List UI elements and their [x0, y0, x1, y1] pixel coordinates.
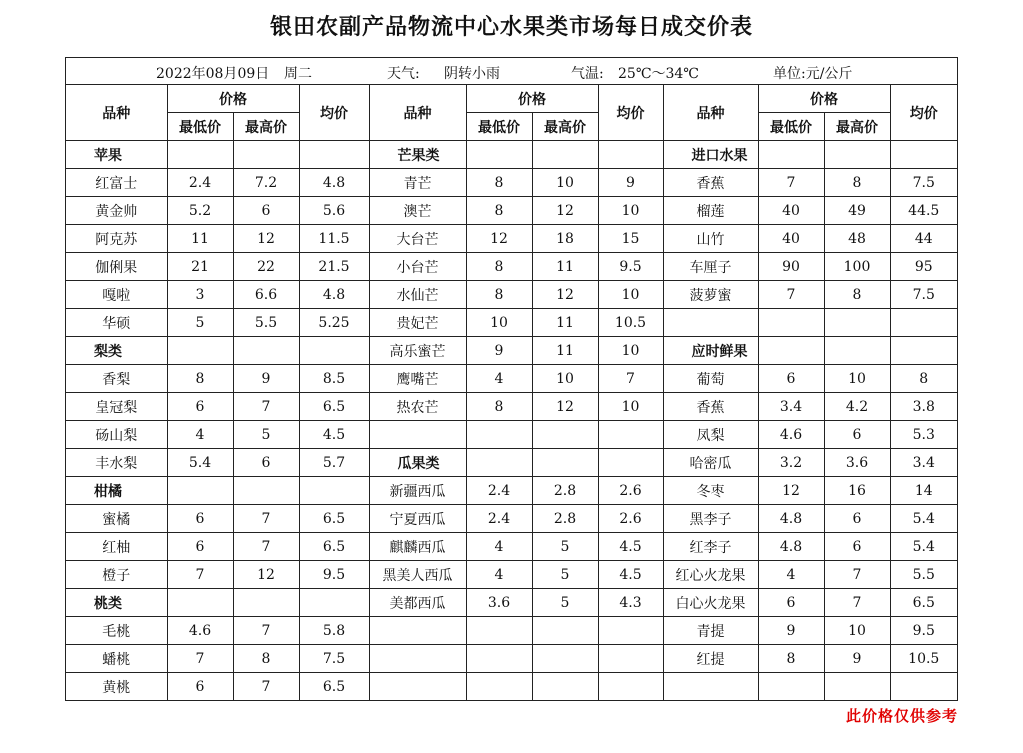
price-table-body [66, 85, 957, 700]
max-price-cell: 7 [824, 589, 890, 617]
variety-cell: 红心火龙果 [663, 561, 758, 589]
header-variety: 品种 [369, 85, 466, 141]
variety-cell [369, 673, 466, 701]
min-price-cell: 8 [466, 169, 532, 197]
max-price-cell: 12 [532, 281, 598, 309]
max-price-cell [532, 449, 598, 477]
max-price-cell: 3.6 [824, 449, 890, 477]
variety-cell: 香梨 [66, 365, 167, 393]
table-row [66, 449, 957, 477]
max-price-cell: 12 [532, 197, 598, 225]
avg-price-cell [598, 141, 663, 169]
variety-cell: 白心火龙果 [663, 589, 758, 617]
max-price-cell [824, 141, 890, 169]
table-row [66, 337, 957, 365]
variety-cell: 黄桃 [66, 673, 167, 701]
max-price-cell: 2.8 [532, 505, 598, 533]
max-price-cell: 10 [824, 617, 890, 645]
max-price-cell: 100 [824, 253, 890, 281]
max-price-cell: 6.6 [233, 281, 299, 309]
category-cell: 梨类 [66, 337, 167, 365]
avg-price-cell: 9.5 [890, 617, 957, 645]
avg-price-cell: 5.5 [890, 561, 957, 589]
min-price-cell [167, 589, 233, 617]
variety-cell: 新疆西瓜 [369, 477, 466, 505]
avg-price-cell [598, 421, 663, 449]
table-row [66, 197, 957, 225]
avg-price-cell: 8 [890, 365, 957, 393]
avg-price-cell: 6.5 [299, 673, 369, 701]
avg-price-cell: 10 [598, 281, 663, 309]
min-price-cell: 2.4 [466, 477, 532, 505]
avg-price-cell: 44 [890, 225, 957, 253]
min-price-cell: 2.4 [466, 505, 532, 533]
max-price-cell: 11 [532, 253, 598, 281]
min-price-cell: 5 [167, 309, 233, 337]
avg-price-cell: 15 [598, 225, 663, 253]
price-sheet [65, 57, 958, 701]
variety-cell: 冬枣 [663, 477, 758, 505]
avg-price-cell: 2.6 [598, 477, 663, 505]
max-price-cell: 5 [532, 561, 598, 589]
max-price-cell [824, 309, 890, 337]
variety-cell: 宁夏西瓜 [369, 505, 466, 533]
max-price-cell: 2.8 [532, 477, 598, 505]
min-price-cell: 8 [758, 645, 824, 673]
min-price-cell: 10 [466, 309, 532, 337]
variety-cell: 葡萄 [663, 365, 758, 393]
avg-price-cell [299, 337, 369, 365]
variety-cell: 阿克苏 [66, 225, 167, 253]
max-price-cell: 18 [532, 225, 598, 253]
avg-price-cell: 5.4 [890, 505, 957, 533]
avg-price-cell: 7.5 [890, 281, 957, 309]
min-price-cell [466, 617, 532, 645]
avg-price-cell: 5.3 [890, 421, 957, 449]
min-price-cell: 3.2 [758, 449, 824, 477]
category-cell: 芒果类 [369, 141, 466, 169]
avg-price-cell [598, 673, 663, 701]
temp-text: 25℃～34℃ [618, 66, 699, 82]
max-price-cell: 7.2 [233, 169, 299, 197]
avg-price-cell: 5.4 [890, 533, 957, 561]
avg-price-cell: 10 [598, 197, 663, 225]
avg-price-cell: 9.5 [598, 253, 663, 281]
min-price-cell: 7 [758, 281, 824, 309]
max-price-cell: 8 [824, 281, 890, 309]
header-max: 最高价 [824, 113, 890, 141]
category-cell: 苹果 [66, 141, 167, 169]
avg-price-cell: 2.6 [598, 505, 663, 533]
header-row [66, 85, 957, 113]
min-price-cell: 40 [758, 197, 824, 225]
table-row [66, 253, 957, 281]
max-price-cell: 7 [233, 533, 299, 561]
min-price-cell: 7 [167, 561, 233, 589]
variety-cell: 贵妃芒 [369, 309, 466, 337]
variety-cell: 黑李子 [663, 505, 758, 533]
variety-cell: 砀山梨 [66, 421, 167, 449]
avg-price-cell: 5.25 [299, 309, 369, 337]
table-row [66, 225, 957, 253]
max-price-cell: 6 [824, 533, 890, 561]
variety-cell: 榴莲 [663, 197, 758, 225]
avg-price-cell: 9 [598, 169, 663, 197]
avg-price-cell [598, 645, 663, 673]
min-price-cell [167, 337, 233, 365]
min-price-cell: 8 [466, 253, 532, 281]
avg-price-cell: 6.5 [299, 393, 369, 421]
max-price-cell: 48 [824, 225, 890, 253]
variety-cell: 山竹 [663, 225, 758, 253]
variety-cell: 美都西瓜 [369, 589, 466, 617]
min-price-cell [466, 421, 532, 449]
min-price-cell: 7 [758, 169, 824, 197]
table-row [66, 365, 957, 393]
variety-cell: 毛桃 [66, 617, 167, 645]
price-table [66, 85, 957, 700]
avg-price-cell: 10 [598, 393, 663, 421]
weekday-text: 周二 [284, 66, 312, 82]
min-price-cell: 8 [466, 197, 532, 225]
max-price-cell: 7 [233, 617, 299, 645]
avg-price-cell: 14 [890, 477, 957, 505]
avg-price-cell [890, 673, 957, 701]
variety-cell: 黄金帅 [66, 197, 167, 225]
min-price-cell: 12 [758, 477, 824, 505]
subheader-row [66, 113, 957, 141]
disclaimer-note: 此价格仅供参考 [845, 707, 958, 725]
variety-cell [369, 421, 466, 449]
max-price-cell: 5 [532, 533, 598, 561]
max-price-cell: 7 [824, 561, 890, 589]
min-price-cell: 8 [167, 365, 233, 393]
max-price-cell: 9 [233, 365, 299, 393]
max-price-cell [532, 617, 598, 645]
avg-price-cell: 8.5 [299, 365, 369, 393]
max-price-cell [532, 421, 598, 449]
variety-cell: 橙子 [66, 561, 167, 589]
table-row [66, 561, 957, 589]
max-price-cell: 8 [233, 645, 299, 673]
avg-price-cell: 3.4 [890, 449, 957, 477]
min-price-cell: 4 [758, 561, 824, 589]
variety-cell: 水仙芒 [369, 281, 466, 309]
variety-cell: 香蕉 [663, 393, 758, 421]
variety-cell: 蜜橘 [66, 505, 167, 533]
max-price-cell: 10 [532, 169, 598, 197]
min-price-cell: 8 [466, 393, 532, 421]
min-price-cell: 4 [167, 421, 233, 449]
max-price-cell [233, 141, 299, 169]
header-variety: 品种 [66, 85, 167, 141]
min-price-cell: 40 [758, 225, 824, 253]
table-row [66, 505, 957, 533]
max-price-cell: 6 [233, 197, 299, 225]
category-cell: 进口水果 [663, 141, 758, 169]
min-price-cell: 3 [167, 281, 233, 309]
min-price-cell: 5.2 [167, 197, 233, 225]
variety-cell: 丰水梨 [66, 449, 167, 477]
variety-cell: 凤梨 [663, 421, 758, 449]
max-price-cell: 7 [233, 393, 299, 421]
header-avg: 均价 [299, 85, 369, 141]
avg-price-cell: 10.5 [598, 309, 663, 337]
variety-cell: 热农芒 [369, 393, 466, 421]
min-price-cell: 6 [758, 365, 824, 393]
avg-price-cell: 7.5 [890, 169, 957, 197]
max-price-cell: 11 [532, 309, 598, 337]
max-price-cell: 8 [824, 169, 890, 197]
avg-price-cell: 6.5 [299, 533, 369, 561]
max-price-cell [824, 673, 890, 701]
min-price-cell: 4.8 [758, 505, 824, 533]
min-price-cell: 6 [167, 533, 233, 561]
min-price-cell: 9 [466, 337, 532, 365]
avg-price-cell: 6.5 [890, 589, 957, 617]
header-avg: 均价 [598, 85, 663, 141]
table-row [66, 421, 957, 449]
max-price-cell: 7 [233, 673, 299, 701]
variety-cell [369, 645, 466, 673]
variety-cell: 皇冠梨 [66, 393, 167, 421]
max-price-cell: 5 [532, 589, 598, 617]
header-avg: 均价 [890, 85, 957, 141]
min-price-cell [167, 477, 233, 505]
variety-cell: 蟠桃 [66, 645, 167, 673]
avg-price-cell [890, 337, 957, 365]
variety-cell: 车厘子 [663, 253, 758, 281]
max-price-cell [532, 673, 598, 701]
category-cell: 柑橘 [66, 477, 167, 505]
max-price-cell [233, 589, 299, 617]
min-price-cell [758, 337, 824, 365]
variety-cell: 鹰嘴芒 [369, 365, 466, 393]
page-title: 银田农副产品物流中心水果类市场每日成交价表 [269, 14, 753, 40]
avg-price-cell [598, 449, 663, 477]
avg-price-cell: 7.5 [299, 645, 369, 673]
avg-price-cell: 21.5 [299, 253, 369, 281]
max-price-cell: 10 [532, 365, 598, 393]
header-min: 最低价 [466, 113, 532, 141]
max-price-cell: 7 [233, 505, 299, 533]
variety-cell: 红李子 [663, 533, 758, 561]
table-row [66, 281, 957, 309]
max-price-cell: 4.2 [824, 393, 890, 421]
max-price-cell: 9 [824, 645, 890, 673]
avg-price-cell: 7 [598, 365, 663, 393]
min-price-cell [466, 673, 532, 701]
min-price-cell: 21 [167, 253, 233, 281]
table-row [66, 533, 957, 561]
avg-price-cell: 4.8 [299, 281, 369, 309]
min-price-cell: 4.6 [167, 617, 233, 645]
table-row [66, 645, 957, 673]
max-price-cell [532, 645, 598, 673]
avg-price-cell [299, 477, 369, 505]
avg-price-cell [299, 141, 369, 169]
avg-price-cell [890, 309, 957, 337]
variety-cell: 青提 [663, 617, 758, 645]
max-price-cell: 12 [233, 561, 299, 589]
avg-price-cell: 4.5 [598, 533, 663, 561]
min-price-cell: 3.4 [758, 393, 824, 421]
max-price-cell: 6 [233, 449, 299, 477]
header-price: 价格 [758, 85, 890, 113]
category-cell: 瓜果类 [369, 449, 466, 477]
avg-price-cell: 3.8 [890, 393, 957, 421]
variety-cell: 小台芒 [369, 253, 466, 281]
min-price-cell: 6 [758, 589, 824, 617]
avg-price-cell: 6.5 [299, 505, 369, 533]
variety-cell: 菠萝蜜 [663, 281, 758, 309]
max-price-cell: 16 [824, 477, 890, 505]
header-max: 最高价 [532, 113, 598, 141]
max-price-cell: 11 [532, 337, 598, 365]
avg-price-cell: 95 [890, 253, 957, 281]
min-price-cell: 2.4 [167, 169, 233, 197]
avg-price-cell: 11.5 [299, 225, 369, 253]
min-price-cell: 6 [167, 673, 233, 701]
max-price-cell: 10 [824, 365, 890, 393]
avg-price-cell: 4.5 [598, 561, 663, 589]
table-row [66, 309, 957, 337]
variety-cell: 伽俐果 [66, 253, 167, 281]
min-price-cell: 9 [758, 617, 824, 645]
variety-cell: 哈密瓜 [663, 449, 758, 477]
category-cell: 应时鲜果 [663, 337, 758, 365]
min-price-cell [758, 141, 824, 169]
min-price-cell: 8 [466, 281, 532, 309]
min-price-cell: 3.6 [466, 589, 532, 617]
variety-cell: 香蕉 [663, 169, 758, 197]
min-price-cell: 11 [167, 225, 233, 253]
avg-price-cell: 44.5 [890, 197, 957, 225]
variety-cell: 青芒 [369, 169, 466, 197]
min-price-cell: 90 [758, 253, 824, 281]
avg-price-cell: 4.5 [299, 421, 369, 449]
variety-cell: 澳芒 [369, 197, 466, 225]
info-bar [66, 58, 957, 85]
weather-label: 天气: [387, 66, 420, 82]
variety-cell: 红柚 [66, 533, 167, 561]
min-price-cell: 4 [466, 533, 532, 561]
variety-cell: 华硕 [66, 309, 167, 337]
avg-price-cell [598, 617, 663, 645]
table-row [66, 169, 957, 197]
min-price-cell [758, 673, 824, 701]
variety-cell [663, 309, 758, 337]
avg-price-cell: 5.6 [299, 197, 369, 225]
max-price-cell: 12 [532, 393, 598, 421]
table-row [66, 673, 957, 701]
temp-label: 气温: [571, 66, 604, 82]
category-cell: 桃类 [66, 589, 167, 617]
variety-cell: 大台芒 [369, 225, 466, 253]
min-price-cell: 4 [466, 365, 532, 393]
avg-price-cell: 10.5 [890, 645, 957, 673]
header-price: 价格 [167, 85, 299, 113]
variety-cell: 嘎啦 [66, 281, 167, 309]
header-min: 最低价 [167, 113, 233, 141]
table-row [66, 589, 957, 617]
variety-cell: 红富士 [66, 169, 167, 197]
weather-text: 阴转小雨 [444, 66, 500, 82]
avg-price-cell [299, 589, 369, 617]
max-price-cell: 22 [233, 253, 299, 281]
variety-cell: 高乐蜜芒 [369, 337, 466, 365]
variety-cell: 红提 [663, 645, 758, 673]
avg-price-cell [890, 141, 957, 169]
max-price-cell [824, 337, 890, 365]
table-row [66, 617, 957, 645]
avg-price-cell: 4.3 [598, 589, 663, 617]
max-price-cell: 5.5 [233, 309, 299, 337]
variety-cell [663, 673, 758, 701]
table-row [66, 393, 957, 421]
min-price-cell [466, 449, 532, 477]
header-min: 最低价 [758, 113, 824, 141]
max-price-cell: 5 [233, 421, 299, 449]
variety-cell: 黑美人西瓜 [369, 561, 466, 589]
avg-price-cell: 5.8 [299, 617, 369, 645]
header-variety: 品种 [663, 85, 758, 141]
min-price-cell: 5.4 [167, 449, 233, 477]
variety-cell [369, 617, 466, 645]
avg-price-cell: 10 [598, 337, 663, 365]
min-price-cell [466, 645, 532, 673]
min-price-cell: 4.8 [758, 533, 824, 561]
max-price-cell [233, 337, 299, 365]
max-price-cell: 6 [824, 505, 890, 533]
min-price-cell: 7 [167, 645, 233, 673]
avg-price-cell: 5.7 [299, 449, 369, 477]
avg-price-cell: 4.8 [299, 169, 369, 197]
min-price-cell [758, 309, 824, 337]
header-price: 价格 [466, 85, 598, 113]
date-text: 2022年08月09日 [156, 66, 270, 82]
max-price-cell: 49 [824, 197, 890, 225]
min-price-cell: 6 [167, 393, 233, 421]
min-price-cell [167, 141, 233, 169]
min-price-cell: 4 [466, 561, 532, 589]
table-row [66, 141, 957, 169]
avg-price-cell: 9.5 [299, 561, 369, 589]
table-row [66, 477, 957, 505]
min-price-cell: 12 [466, 225, 532, 253]
max-price-cell [532, 141, 598, 169]
min-price-cell: 4.6 [758, 421, 824, 449]
header-max: 最高价 [233, 113, 299, 141]
unit-text: 单位:元/公斤 [773, 66, 853, 82]
min-price-cell: 6 [167, 505, 233, 533]
variety-cell: 麒麟西瓜 [369, 533, 466, 561]
max-price-cell [233, 477, 299, 505]
min-price-cell [466, 141, 532, 169]
max-price-cell: 6 [824, 421, 890, 449]
max-price-cell: 12 [233, 225, 299, 253]
